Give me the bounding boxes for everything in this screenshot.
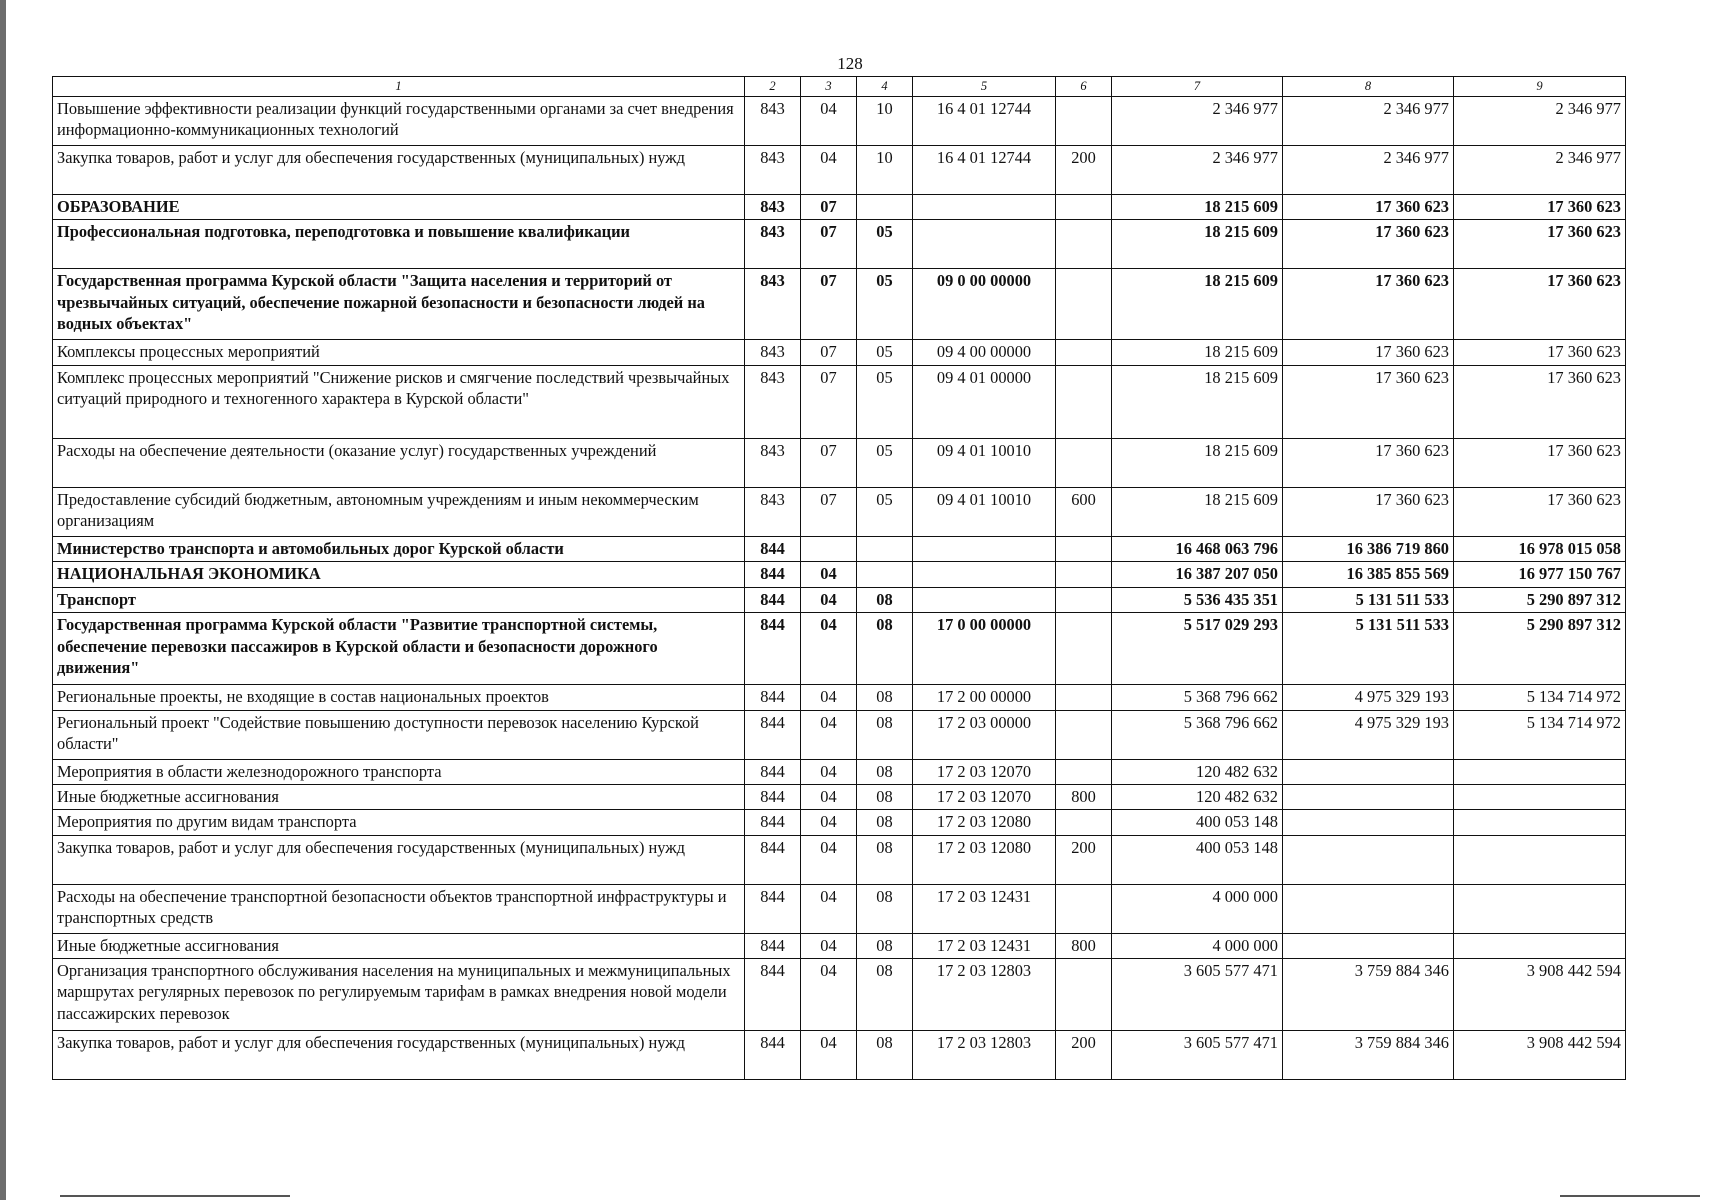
- table-row: [53, 146, 1626, 195]
- subsection-code: 08: [857, 685, 913, 710]
- amount-col-8: [1283, 810, 1454, 835]
- expense-type: [1056, 536, 1112, 561]
- table-row: [53, 759, 1626, 784]
- ministry-code: 844: [745, 561, 801, 587]
- item-name: Государственная программа Курской области "Развитие транспортной системы, обеспечение перевозки пассажиров в Курской области и безопасности дорожного движения": [53, 613, 745, 685]
- amount-col-8: 2 346 977: [1283, 146, 1454, 195]
- subsection-code: [857, 195, 913, 220]
- subsection-code: 08: [857, 1030, 913, 1079]
- table-row: [53, 613, 1626, 685]
- ministry-code: 844: [745, 759, 801, 784]
- ministry-code: 844: [745, 587, 801, 612]
- amount-col-8: 5 131 511 533: [1283, 613, 1454, 685]
- amount-col-7: 16 387 207 050: [1112, 561, 1283, 587]
- amount-col-9: 2 346 977: [1454, 146, 1626, 195]
- item-name: Повышение эффективности реализации функций государственными органами за счет внедрения информационно-коммуникационных технологий: [53, 97, 745, 146]
- amount-col-7: 120 482 632: [1112, 759, 1283, 784]
- amount-col-8: 17 360 623: [1283, 195, 1454, 220]
- amount-col-9: 17 360 623: [1454, 438, 1626, 487]
- section-code: 04: [801, 613, 857, 685]
- subsection-code: 08: [857, 759, 913, 784]
- target-article: 16 4 01 12744: [913, 146, 1056, 195]
- ministry-code: 843: [745, 220, 801, 269]
- section-code: 07: [801, 487, 857, 536]
- table-row: [53, 884, 1626, 933]
- amount-col-7: 120 482 632: [1112, 784, 1283, 809]
- amount-col-7: 16 468 063 796: [1112, 536, 1283, 561]
- amount-col-7: 18 215 609: [1112, 195, 1283, 220]
- amount-col-7: 5 517 029 293: [1112, 613, 1283, 685]
- amount-col-7: 18 215 609: [1112, 269, 1283, 340]
- expense-type: [1056, 710, 1112, 759]
- amount-col-9: 5 134 714 972: [1454, 710, 1626, 759]
- target-article: 17 2 03 12431: [913, 933, 1056, 958]
- target-article: 09 0 00 00000: [913, 269, 1056, 340]
- target-article: [913, 536, 1056, 561]
- subsection-code: 05: [857, 340, 913, 365]
- target-article: 17 2 03 12803: [913, 958, 1056, 1030]
- item-name: Расходы на обеспечение деятельности (оказание услуг) государственных учреждений: [53, 438, 745, 487]
- amount-col-8: 16 386 719 860: [1283, 536, 1454, 561]
- scan-artifact-line: [1560, 1195, 1700, 1197]
- expense-type: [1056, 195, 1112, 220]
- expense-type: [1056, 810, 1112, 835]
- amount-col-9: [1454, 759, 1626, 784]
- section-code: 07: [801, 220, 857, 269]
- ministry-code: 843: [745, 365, 801, 438]
- amount-col-9: 17 360 623: [1454, 220, 1626, 269]
- item-name: Закупка товаров, работ и услуг для обеспечения государственных (муниципальных) нужд: [53, 835, 745, 884]
- section-code: 07: [801, 269, 857, 340]
- amount-col-8: [1283, 835, 1454, 884]
- ministry-code: 844: [745, 884, 801, 933]
- item-name: Иные бюджетные ассигнования: [53, 933, 745, 958]
- subsection-code: [857, 536, 913, 561]
- amount-col-7: 18 215 609: [1112, 487, 1283, 536]
- amount-col-9: 16 977 150 767: [1454, 561, 1626, 587]
- subsection-code: 08: [857, 835, 913, 884]
- subsection-code: 08: [857, 613, 913, 685]
- expense-type: 600: [1056, 487, 1112, 536]
- target-article: [913, 220, 1056, 269]
- item-name: Региональные проекты, не входящие в состав национальных проектов: [53, 685, 745, 710]
- item-name: Закупка товаров, работ и услуг для обеспечения государственных (муниципальных) нужд: [53, 146, 745, 195]
- item-name: Иные бюджетные ассигнования: [53, 784, 745, 809]
- expense-type: [1056, 958, 1112, 1030]
- expense-type: 800: [1056, 933, 1112, 958]
- amount-col-9: [1454, 884, 1626, 933]
- target-article: 09 4 01 00000: [913, 365, 1056, 438]
- subsection-code: 05: [857, 269, 913, 340]
- section-code: 04: [801, 933, 857, 958]
- item-name: ОБРАЗОВАНИЕ: [53, 195, 745, 220]
- amount-col-9: 17 360 623: [1454, 487, 1626, 536]
- subsection-code: 08: [857, 884, 913, 933]
- item-name: Закупка товаров, работ и услуг для обеспечения государственных (муниципальных) нужд: [53, 1030, 745, 1079]
- ministry-code: 843: [745, 269, 801, 340]
- table-row: [53, 438, 1626, 487]
- expense-type: [1056, 884, 1112, 933]
- column-number: 6: [1056, 77, 1112, 97]
- column-number: 4: [857, 77, 913, 97]
- table-row: [53, 269, 1626, 340]
- section-code: [801, 536, 857, 561]
- expense-type: [1056, 613, 1112, 685]
- amount-col-9: [1454, 933, 1626, 958]
- ministry-code: 844: [745, 933, 801, 958]
- section-code: 04: [801, 710, 857, 759]
- section-code: 04: [801, 587, 857, 612]
- table-row: [53, 710, 1626, 759]
- page-number: 128: [837, 54, 863, 73]
- target-article: 17 2 03 12070: [913, 784, 1056, 809]
- target-article: [913, 587, 1056, 612]
- subsection-code: 08: [857, 710, 913, 759]
- table-row: [53, 958, 1626, 1030]
- amount-col-8: 17 360 623: [1283, 220, 1454, 269]
- ministry-code: 843: [745, 340, 801, 365]
- section-code: 07: [801, 340, 857, 365]
- amount-col-9: 5 290 897 312: [1454, 587, 1626, 612]
- scan-artifact-line: [60, 1195, 290, 1197]
- subsection-code: 05: [857, 438, 913, 487]
- column-number: 8: [1283, 77, 1454, 97]
- expense-type: [1056, 685, 1112, 710]
- subsection-code: 05: [857, 487, 913, 536]
- amount-col-8: 17 360 623: [1283, 487, 1454, 536]
- target-article: 17 0 00 00000: [913, 613, 1056, 685]
- subsection-code: 05: [857, 365, 913, 438]
- amount-col-8: 17 360 623: [1283, 365, 1454, 438]
- target-article: 09 4 00 00000: [913, 340, 1056, 365]
- section-code: 04: [801, 759, 857, 784]
- ministry-code: 843: [745, 195, 801, 220]
- table-row: [53, 365, 1626, 438]
- column-number: 3: [801, 77, 857, 97]
- subsection-code: 08: [857, 810, 913, 835]
- item-name: Комплексы процессных мероприятий: [53, 340, 745, 365]
- ministry-code: 844: [745, 784, 801, 809]
- column-number: 9: [1454, 77, 1626, 97]
- amount-col-7: 2 346 977: [1112, 146, 1283, 195]
- item-name: Предоставление субсидий бюджетным, автономным учреждениям и иным некоммерческим организациям: [53, 487, 745, 536]
- section-code: 07: [801, 365, 857, 438]
- section-code: 04: [801, 835, 857, 884]
- item-name: Министерство транспорта и автомобильных дорог Курской области: [53, 536, 745, 561]
- expense-type: [1056, 587, 1112, 612]
- section-code: 04: [801, 97, 857, 146]
- table-row: [53, 97, 1626, 146]
- item-name: Комплекс процессных мероприятий "Снижение рисков и смягчение последствий чрезвычайных ситуаций природного и техногенного характера в Курской области": [53, 365, 745, 438]
- amount-col-7: 5 368 796 662: [1112, 685, 1283, 710]
- item-name: НАЦИОНАЛЬНАЯ ЭКОНОМИКА: [53, 561, 745, 587]
- item-name: Региональный проект "Содействие повышению доступности перевозок населению Курской области": [53, 710, 745, 759]
- expense-type: [1056, 365, 1112, 438]
- table-row: [53, 1030, 1626, 1079]
- amount-col-9: 2 346 977: [1454, 97, 1626, 146]
- amount-col-8: 4 975 329 193: [1283, 685, 1454, 710]
- amount-col-9: 3 908 442 594: [1454, 958, 1626, 1030]
- ministry-code: 843: [745, 487, 801, 536]
- target-article: 09 4 01 10010: [913, 487, 1056, 536]
- amount-col-8: 5 131 511 533: [1283, 587, 1454, 612]
- section-code: 04: [801, 561, 857, 587]
- amount-col-7: 4 000 000: [1112, 884, 1283, 933]
- table-row: [53, 784, 1626, 809]
- amount-col-7: 4 000 000: [1112, 933, 1283, 958]
- table-row: [53, 536, 1626, 561]
- section-code: 04: [801, 1030, 857, 1079]
- target-article: 17 2 03 12080: [913, 810, 1056, 835]
- amount-col-9: 5 290 897 312: [1454, 613, 1626, 685]
- item-name: Профессиональная подготовка, переподготовка и повышение квалификации: [53, 220, 745, 269]
- amount-col-8: 4 975 329 193: [1283, 710, 1454, 759]
- expense-type: [1056, 97, 1112, 146]
- section-code: 07: [801, 438, 857, 487]
- column-number: 2: [745, 77, 801, 97]
- subsection-code: 10: [857, 146, 913, 195]
- table-row: [53, 685, 1626, 710]
- amount-col-7: 2 346 977: [1112, 97, 1283, 146]
- scan-edge: [0, 0, 6, 1200]
- ministry-code: 844: [745, 1030, 801, 1079]
- table-row: [53, 487, 1626, 536]
- amount-col-8: [1283, 759, 1454, 784]
- expense-type: [1056, 220, 1112, 269]
- item-name: Мероприятия в области железнодорожного транспорта: [53, 759, 745, 784]
- subsection-code: 10: [857, 97, 913, 146]
- subsection-code: 08: [857, 784, 913, 809]
- expense-type: [1056, 269, 1112, 340]
- amount-col-9: 3 908 442 594: [1454, 1030, 1626, 1079]
- item-name: Мероприятия по другим видам транспорта: [53, 810, 745, 835]
- section-code: 04: [801, 884, 857, 933]
- table-row: [53, 220, 1626, 269]
- amount-col-9: 5 134 714 972: [1454, 685, 1626, 710]
- subsection-code: 08: [857, 587, 913, 612]
- amount-col-8: [1283, 933, 1454, 958]
- amount-col-9: [1454, 784, 1626, 809]
- amount-col-8: 17 360 623: [1283, 269, 1454, 340]
- table-row: [53, 587, 1626, 612]
- ministry-code: 843: [745, 146, 801, 195]
- expense-type: [1056, 561, 1112, 587]
- target-article: [913, 561, 1056, 587]
- amount-col-8: 2 346 977: [1283, 97, 1454, 146]
- table-row: [53, 810, 1626, 835]
- amount-col-9: [1454, 835, 1626, 884]
- section-code: 04: [801, 685, 857, 710]
- target-article: 17 2 03 00000: [913, 710, 1056, 759]
- amount-col-9: 17 360 623: [1454, 340, 1626, 365]
- ministry-code: 844: [745, 810, 801, 835]
- amount-col-8: [1283, 884, 1454, 933]
- section-code: 04: [801, 784, 857, 809]
- amount-col-9: [1454, 810, 1626, 835]
- column-number: 5: [913, 77, 1056, 97]
- expense-type: 200: [1056, 835, 1112, 884]
- ministry-code: 844: [745, 710, 801, 759]
- target-article: 17 2 03 12080: [913, 835, 1056, 884]
- amount-col-7: 400 053 148: [1112, 835, 1283, 884]
- subsection-code: [857, 561, 913, 587]
- target-article: 17 2 00 00000: [913, 685, 1056, 710]
- budget-table: [52, 76, 1626, 1080]
- amount-col-9: 17 360 623: [1454, 195, 1626, 220]
- amount-col-7: 5 368 796 662: [1112, 710, 1283, 759]
- item-name: Транспорт: [53, 587, 745, 612]
- amount-col-7: 18 215 609: [1112, 365, 1283, 438]
- amount-col-7: 400 053 148: [1112, 810, 1283, 835]
- table-row: [53, 933, 1626, 958]
- target-article: 17 2 03 12803: [913, 1030, 1056, 1079]
- item-name: Государственная программа Курской области "Защита населения и территорий от чрезвычайных ситуаций, обеспечение пожарной безопасности и безопасности людей на водных объектах": [53, 269, 745, 340]
- ministry-code: 844: [745, 536, 801, 561]
- ministry-code: 844: [745, 685, 801, 710]
- column-number: 7: [1112, 77, 1283, 97]
- expense-type: 200: [1056, 146, 1112, 195]
- item-name: Организация транспортного обслуживания населения на муниципальных и межмуниципальных маршрутах регулярных перевозок по регулируемым тарифам в рамках внедрения новой модели пассажирских перевозок: [53, 958, 745, 1030]
- column-number-header-row: [53, 77, 1626, 97]
- target-article: 17 2 03 12070: [913, 759, 1056, 784]
- section-code: 04: [801, 146, 857, 195]
- expense-type: 800: [1056, 784, 1112, 809]
- column-number: 1: [53, 77, 745, 97]
- item-name: Расходы на обеспечение транспортной безопасности объектов транспортной инфраструктуры и транспортных средств: [53, 884, 745, 933]
- amount-col-8: [1283, 784, 1454, 809]
- amount-col-7: 18 215 609: [1112, 438, 1283, 487]
- table-row: [53, 195, 1626, 220]
- ministry-code: 844: [745, 835, 801, 884]
- ministry-code: 844: [745, 613, 801, 685]
- amount-col-7: 3 605 577 471: [1112, 958, 1283, 1030]
- target-article: 16 4 01 12744: [913, 97, 1056, 146]
- subsection-code: 08: [857, 933, 913, 958]
- amount-col-9: 16 978 015 058: [1454, 536, 1626, 561]
- amount-col-8: 17 360 623: [1283, 438, 1454, 487]
- amount-col-8: 16 385 855 569: [1283, 561, 1454, 587]
- table-row: [53, 561, 1626, 587]
- subsection-code: 05: [857, 220, 913, 269]
- target-article: 17 2 03 12431: [913, 884, 1056, 933]
- section-code: 07: [801, 195, 857, 220]
- table-row: [53, 835, 1626, 884]
- amount-col-8: 17 360 623: [1283, 340, 1454, 365]
- expense-type: [1056, 438, 1112, 487]
- subsection-code: 08: [857, 958, 913, 1030]
- amount-col-9: 17 360 623: [1454, 269, 1626, 340]
- amount-col-7: 18 215 609: [1112, 340, 1283, 365]
- ministry-code: 844: [745, 958, 801, 1030]
- table-row: [53, 340, 1626, 365]
- expense-type: [1056, 340, 1112, 365]
- amount-col-8: 3 759 884 346: [1283, 958, 1454, 1030]
- amount-col-7: 5 536 435 351: [1112, 587, 1283, 612]
- section-code: 04: [801, 810, 857, 835]
- expense-type: 200: [1056, 1030, 1112, 1079]
- target-article: 09 4 01 10010: [913, 438, 1056, 487]
- expense-type: [1056, 759, 1112, 784]
- ministry-code: 843: [745, 97, 801, 146]
- target-article: [913, 195, 1056, 220]
- amount-col-7: 3 605 577 471: [1112, 1030, 1283, 1079]
- amount-col-9: 17 360 623: [1454, 365, 1626, 438]
- ministry-code: 843: [745, 438, 801, 487]
- section-code: 04: [801, 958, 857, 1030]
- amount-col-8: 3 759 884 346: [1283, 1030, 1454, 1079]
- amount-col-7: 18 215 609: [1112, 220, 1283, 269]
